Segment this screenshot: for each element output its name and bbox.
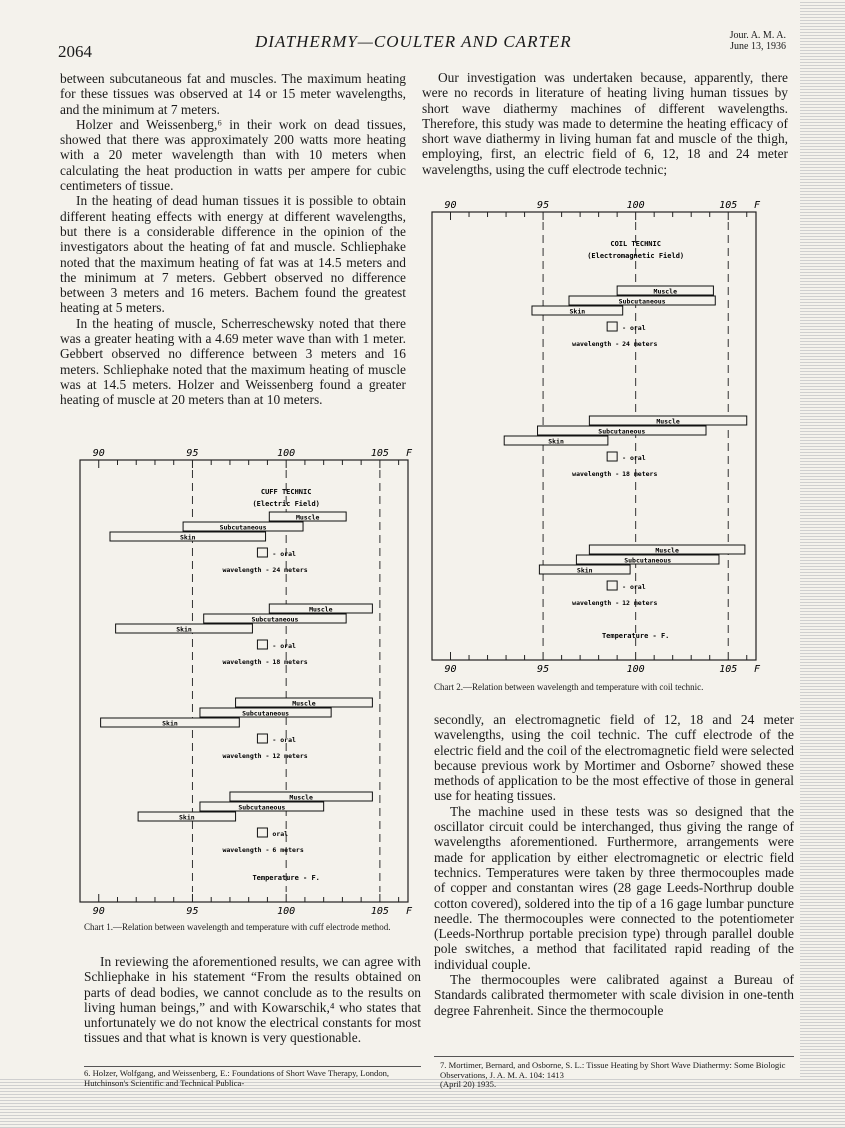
page-number: 2064 [58, 42, 92, 61]
tick-label-top: 95 [186, 448, 199, 459]
paragraph: The thermocouples were calibrated against a Bureau of Standards calibrated thermometer with scale division in one-tenth degree Fahrenheit. Since the thermocouple [434, 972, 794, 1018]
oral-label: - oral [272, 642, 296, 650]
bar-label: Muscle [292, 699, 316, 708]
oral-marker [257, 828, 267, 837]
bar-label: Skin [179, 813, 195, 822]
bar-label: Subcutaneous [238, 803, 286, 812]
group-label: wavelength - [222, 752, 270, 760]
bar-label: Skin [548, 437, 564, 446]
scan-edge-right [800, 0, 845, 1128]
oral-marker [607, 452, 617, 461]
footnote-7-line: 7. Mortimer, Bernard, and Osborne, S. L.: Tissue Heating by Short Wave Diathermy: Some Biologic Observations, J. A. M. A. 104: 1413 [440, 1060, 786, 1080]
oral-label: oral [272, 830, 289, 838]
bar-label: Skin [176, 625, 192, 634]
oral-label: - oral [272, 736, 296, 744]
oral-marker [257, 640, 267, 649]
oral-label: - oral [272, 550, 296, 558]
group-label-value: 18 meters [272, 658, 308, 666]
group-label: wavelength - [222, 846, 270, 854]
paragraph: In reviewing the aforementioned results, we can agree with Schliephake in his statement “From the results obtained on parts of dead bodies, we cannot conclude as to the results on living human beings,” and with Kowarschik,⁴ who states that unfortunately we do not know the electrical constants for most tissues and that what is known is very questionable. [84, 954, 421, 1046]
chart-subtitle: (Electromagnetic Field) [587, 252, 685, 260]
tick-label-bottom: 105 [719, 664, 738, 675]
bar-label: Muscle [295, 513, 320, 522]
group-label-value: 12 meters [622, 599, 658, 607]
group-label: wavelength - [572, 470, 620, 478]
chart-title: CUFF TECHNIC [260, 488, 312, 496]
footnote-7 [440, 1061, 790, 1090]
bar-label: Subcutaneous [598, 427, 646, 436]
footnote-6: 6. Holzer, Wolfgang, and Weissenberg, E.: Foundations of Short Wave Therapy, London, Hutchinson's Scientific and Technical Publica- [84, 1068, 390, 1088]
oral-label: - oral [622, 583, 646, 591]
chart-2-coil-technic [422, 198, 774, 676]
tick-label-bottom: 100 [277, 906, 296, 917]
paragraph: Our investigation was undertaken because, apparently, there were no records in literature of heating living human tissues by short wave diathermy machines of different wavelengths. Therefore, this study was made to determine the heating efficacy of short wave diathermy in living human fat and muscle of the thigh, employing, first, an electric field of 6, 12, 18 and 24 meter wavelengths, using the cuff electrode technic; [422, 70, 788, 177]
paragraph: Holzer and Weissenberg,⁶ in their work on dead tissues, showed that there was approximately 200 watts more heating with a 20 meter wavelength than with 10 meters when calculating the heat production in watts per ampere for cubic centimeters of tissue. [60, 116, 406, 194]
right-column-top [422, 70, 788, 177]
chart-subtitle: (Electric Field) [252, 500, 320, 508]
unit-label-bottom: F [754, 664, 761, 675]
tick-label-top: 100 [277, 448, 296, 459]
oral-marker [257, 548, 267, 557]
tick-label-bottom: 100 [626, 664, 645, 675]
chart-1-caption: Chart 1.—Relation between wavelength and temperature with cuff electrode method. [84, 922, 391, 932]
paragraph: secondly, an electromagnetic field of 12, 18 and 24 meter wavelengths, using the coil technic. The cuff electrode of the electric field and the coil of the electromagnetic field were selected because previous work by Mortimer and Osborne⁷ showed these methods of application to be the most effective of those in general use for heating tissues. [434, 712, 794, 804]
group-label: wavelength - [222, 566, 270, 574]
tick-label-bottom: 105 [370, 906, 389, 917]
group-label-value: 12 meters [272, 752, 308, 760]
paragraph: In the heating of dead human tissues it is possible to obtain different heating effects with energy at different wavelengths, but there is a considerable difference in the opinion of the investigators about the heating of fat and muscle. Schliephake noted that the maximum heating of fat was at 14.5 meters and the minimum at 7 meters. Gebbert observed no difference between 3 meters and 16 meters. Bachem found the greatest heating at 5 meters. [60, 193, 406, 316]
bar-label: Subcutaneous [618, 297, 666, 306]
paragraph: The machine used in these tests was so designed that the oscillator circuit could be interchanged, thus giving the range of wavelengths aforementioned. Furthermore, arrangements were made for application by either electromagnetic or electric field technics. Temperatures were taken by three thermocouples made of copper and constantan wires (28 gage Leeds-Northrup double cotton covered), soldered into the tip of a 16 gage lumbar puncture needle. The thermocouples were connected to the potentiometer (Leeds-Northrup portable precision type) through parallel double pole switches, a method that facilitated rapid reading of the individual couple. [434, 803, 794, 972]
footnote-rule-left [84, 1066, 421, 1067]
oral-marker [607, 322, 617, 331]
paragraph: between subcutaneous fat and muscles. The maximum heating for these tissues was observed at 14 or 15 meter wavelengths, and the minimum at 7 meters. [60, 71, 406, 117]
bar-label: Muscle [656, 417, 680, 426]
group-label: wavelength - [222, 658, 270, 666]
right-column-bottom [434, 712, 794, 1018]
bar-label: Muscle [309, 605, 333, 614]
tick-label-top: 90 [92, 448, 105, 459]
journal-name: Jour. A. M. A. [729, 30, 786, 41]
journal-date: June 13, 1936 [730, 41, 786, 52]
bar-label: Skin [162, 719, 178, 728]
tick-label-top: 105 [370, 448, 389, 459]
bar-label: Subcutaneous [242, 709, 290, 718]
group-label-value: 18 meters [622, 470, 658, 478]
chart-2-caption: Chart 2.—Relation between wavelength and temperature with coil technic. [434, 682, 704, 692]
tick-label-bottom: 95 [537, 664, 550, 675]
oral-marker [607, 581, 617, 590]
bar-label: Skin [576, 566, 593, 575]
tick-label-top: 105 [719, 200, 738, 211]
paragraph: In the heating of muscle, Scherreschewsky noted that there was a greater heating with a 4.69 meter wave than with 1 meter. Gebbert observed no difference between 3 meters and 16 meters. Schliephake noted that the maximum heating of muscle was at 14.5 meters. Holzer and Weissenberg found a greater heating of muscle at 20 meters than at 10 meters. [60, 315, 406, 408]
left-column-top [60, 71, 406, 408]
oral-label: - oral [622, 454, 646, 462]
running-title: DIATHERMY—COULTER AND CARTER [255, 32, 572, 51]
bar-label: Skin [569, 307, 586, 316]
oral-label: - oral [622, 324, 646, 332]
x-axis-label: Temperature - F. [601, 632, 670, 640]
tick-label-top: 100 [626, 200, 645, 211]
bar-label: Muscle [289, 793, 313, 802]
bar-label: Subcutaneous [624, 556, 672, 565]
left-column-bottom [84, 954, 421, 1046]
tick-label-bottom: 95 [186, 906, 199, 917]
footnote-7-date: (April 20) 1935. [440, 1079, 497, 1089]
footnote-rule-right [434, 1056, 794, 1057]
x-axis-label: Temperature - F. [252, 874, 320, 882]
unit-label-bottom: F [406, 906, 413, 917]
chart-title: COIL TECHNIC [610, 240, 661, 248]
tick-label-top: 90 [444, 200, 457, 211]
bar-label: Skin [179, 533, 196, 542]
oral-marker [257, 734, 267, 743]
group-label-value: 24 meters [272, 566, 308, 574]
group-label: wavelength - [572, 599, 620, 607]
bar-label: Muscle [655, 546, 679, 555]
group-label-value: 6 meters [272, 846, 304, 854]
bar-label: Subcutaneous [251, 615, 299, 624]
group-label-value: 24 meters [622, 340, 658, 348]
chart-1-cuff-technic [72, 446, 422, 921]
tick-label-top: 95 [537, 200, 550, 211]
unit-label-top: F [754, 200, 761, 211]
group-label: wavelength - [572, 340, 620, 348]
tick-label-bottom: 90 [92, 906, 105, 917]
unit-label-top: F [406, 448, 413, 459]
bar-label: Muscle [653, 287, 678, 296]
tick-label-bottom: 90 [444, 664, 457, 675]
journal-reference [676, 30, 786, 52]
bar-label: Subcutaneous [219, 523, 267, 532]
